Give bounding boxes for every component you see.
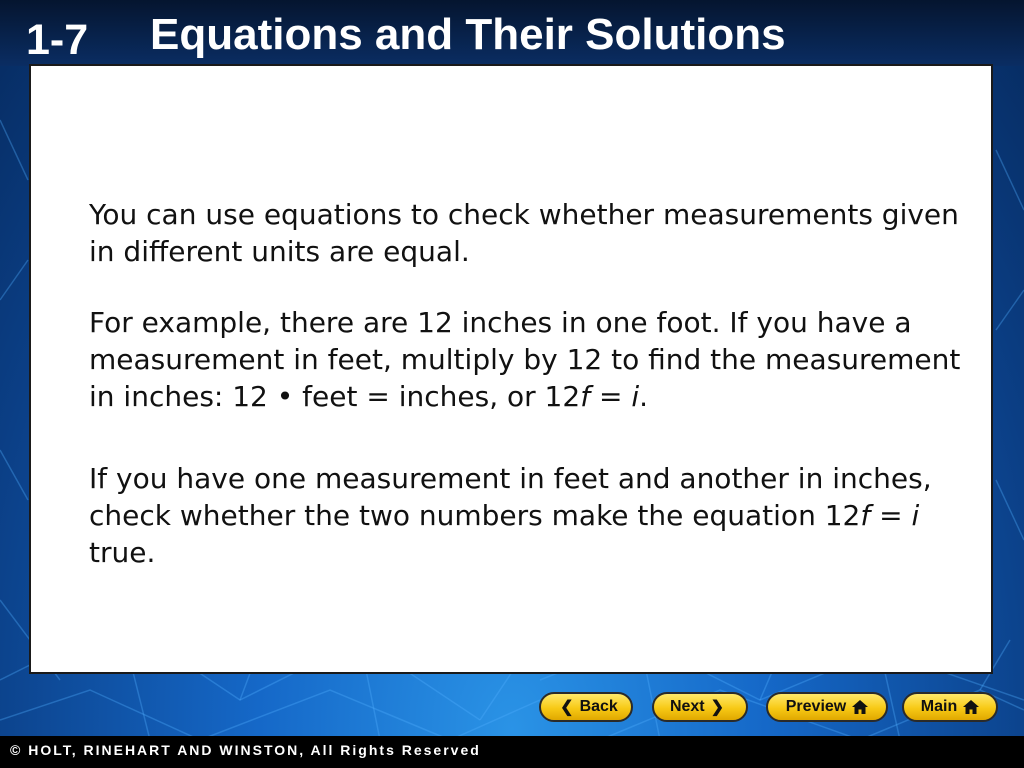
variable-i: i <box>911 499 920 532</box>
lesson-title: Equations and Their Solutions <box>150 10 786 59</box>
variable-f: f <box>860 499 871 532</box>
next-button-label: Next <box>669 698 705 715</box>
paragraph-check-end: true. <box>89 536 156 569</box>
back-button[interactable] <box>539 692 633 722</box>
content-panel <box>29 64 993 674</box>
paragraph-intro: You can use equations to check whether measurements given in different units are equal. <box>89 198 959 268</box>
preview-button-label: Preview <box>785 698 847 715</box>
main-button[interactable] <box>902 692 998 722</box>
variable-f: f <box>580 380 591 413</box>
paragraph-check-text: If you have one measurement in feet and another in inches, check whether the two numbers make the equation 12 <box>89 462 932 532</box>
copyright-text: © HOLT, RINEHART AND WINSTON, All Rights Reserved <box>10 742 481 758</box>
next-button[interactable] <box>652 692 748 722</box>
paragraph-example <box>89 304 979 415</box>
paragraph-example-text: For example, there are 12 inches in one foot. If you have a measurement in feet, multiply by 12 to find the measurement in inches: 12 • feet = inches, or 12 <box>89 306 961 413</box>
back-button-label: Back <box>579 698 618 715</box>
home-icon <box>852 700 868 714</box>
variable-i: i <box>631 380 640 413</box>
main-button-label: Main <box>920 698 958 715</box>
home-icon <box>963 700 979 714</box>
lesson-number: 1-7 <box>26 16 89 64</box>
preview-button[interactable] <box>766 692 888 722</box>
paragraph-check <box>89 460 979 571</box>
chevron-right-icon: ❯ <box>710 699 725 716</box>
equals-sign: = <box>870 499 912 532</box>
equals-sign: = <box>590 380 632 413</box>
chevron-left-icon: ❮ <box>560 699 574 716</box>
period: . <box>639 380 649 413</box>
